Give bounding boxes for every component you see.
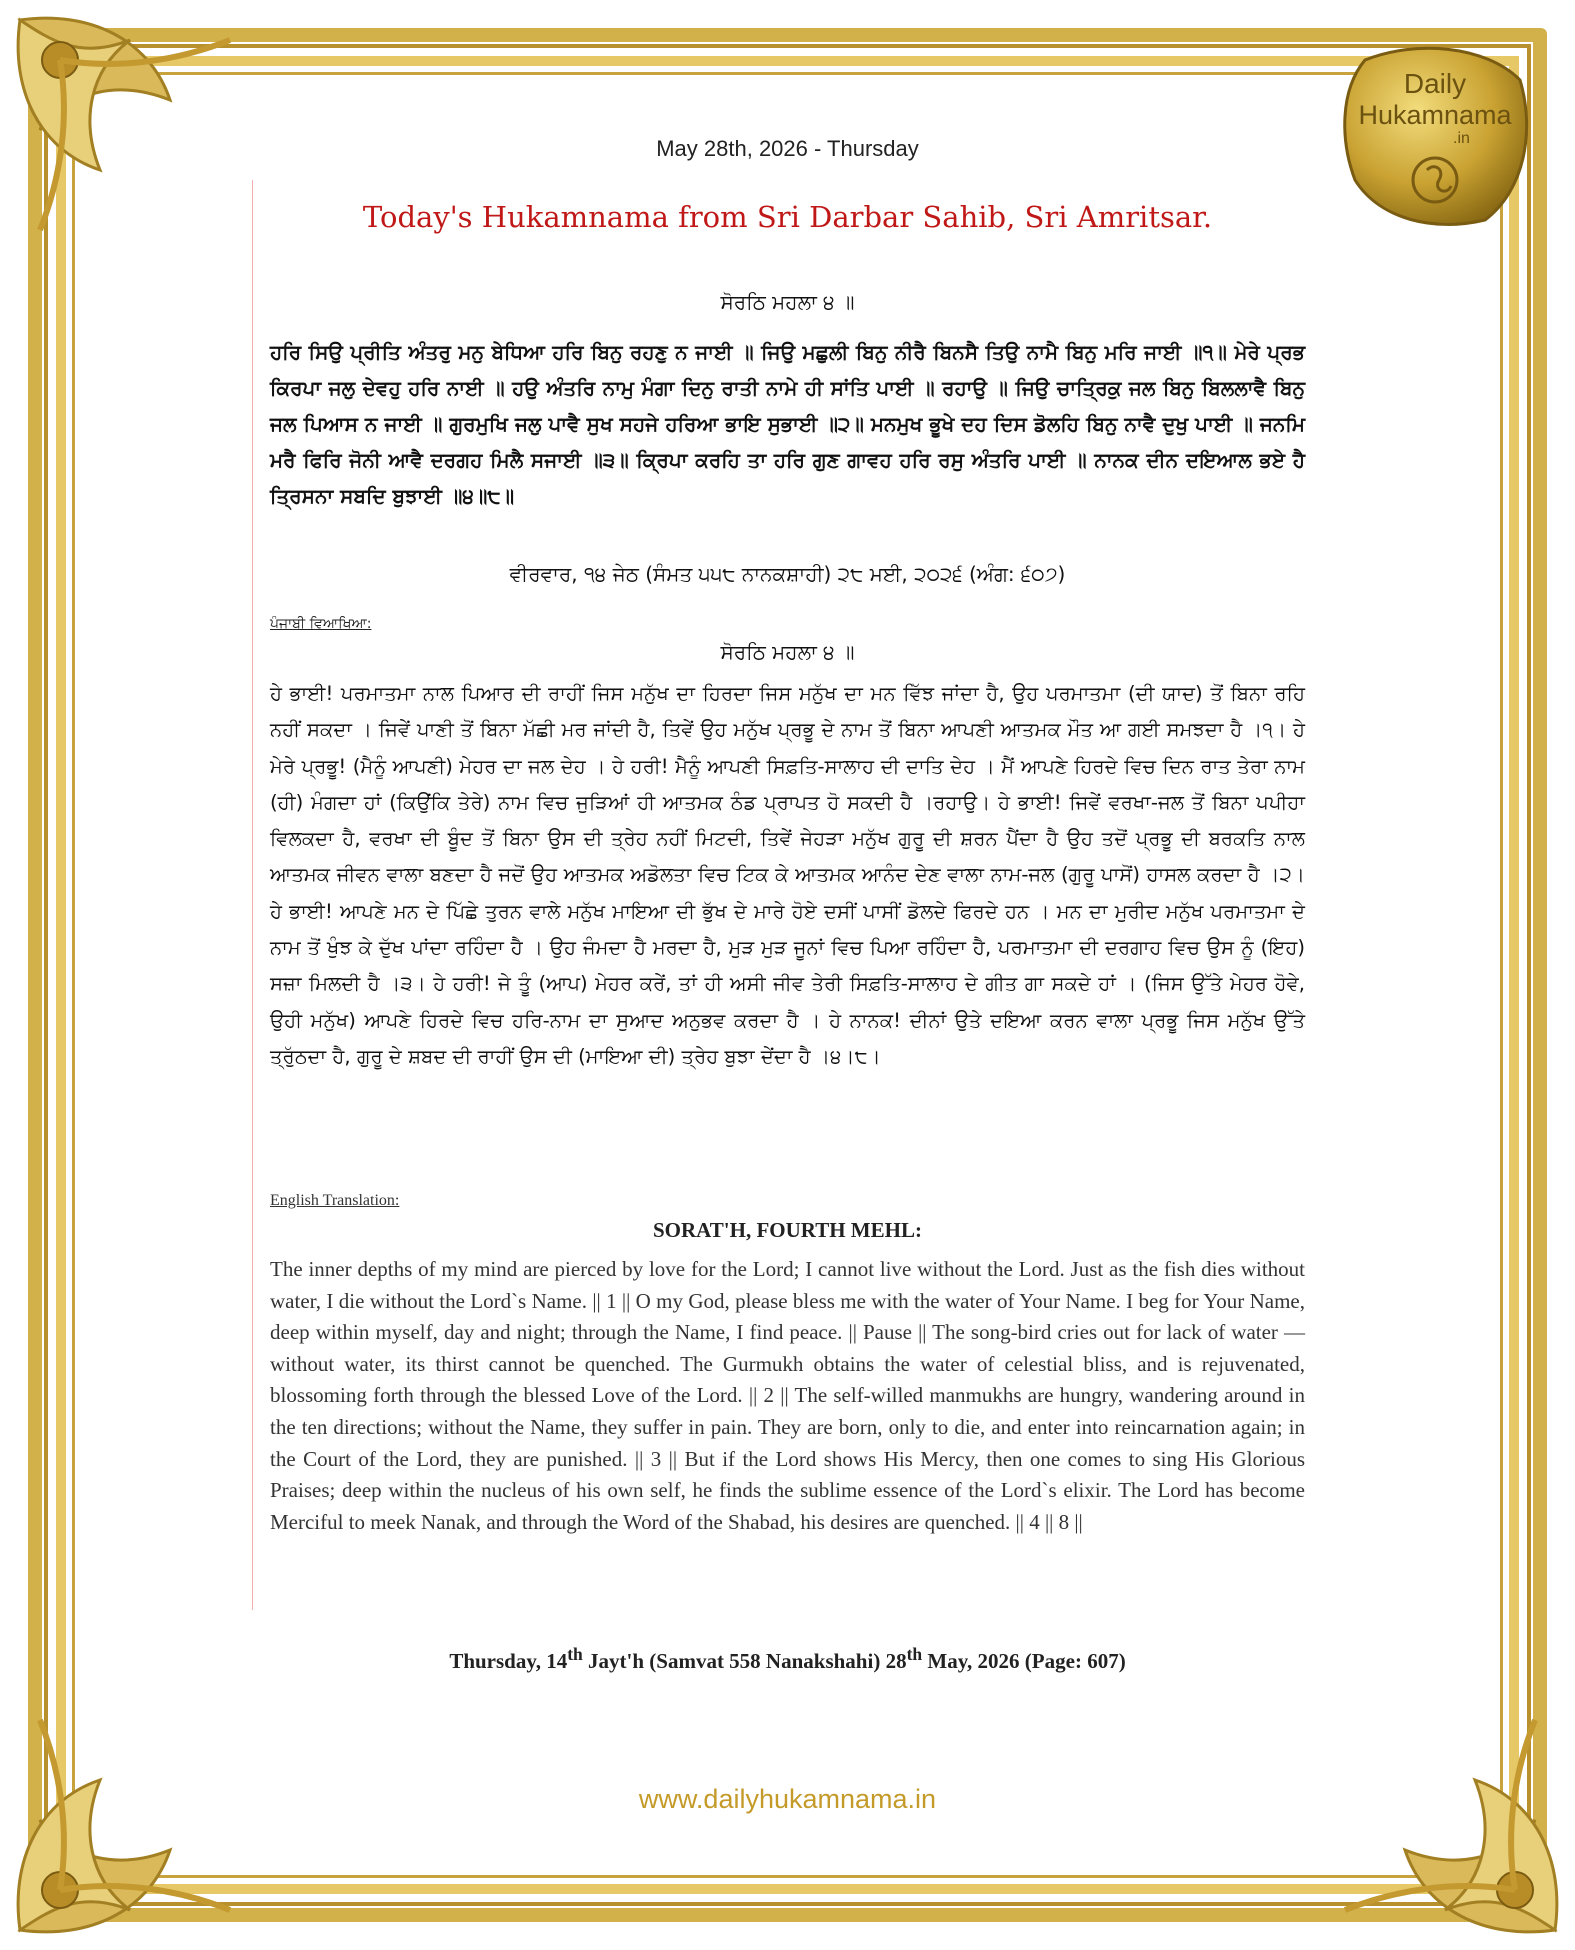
logo-text-hukamnama: Hukamnama — [1358, 100, 1512, 130]
shabad-heading: ਸੋਰਠਿ ਮਹਲਾ ੪ ॥ — [720, 290, 855, 314]
page-title: Today's Hukamnama from Sri Darbar Sahib, Sri Amritsar. — [362, 200, 1213, 234]
date-line: May 28th, 2026 - Thursday — [656, 136, 919, 161]
english-date-part: Thursday, 14 — [449, 1649, 568, 1673]
shabad-text: ਹਰਿ ਸਿਉ ਪ੍ਰੀਤਿ ਅੰਤਰੁ ਮਨੁ ਬੇਧਿਆ ਹਰਿ ਬਿਨੁ ਰਹਣੁ ਨ ਜਾਈ ॥ ਜਿਉ ਮਛੁਲੀ ਬਿਨੁ ਨੀਰੈ ਬਿਨਸੈ ਤਿਉ ਨਾਮੈ ਬਿਨੁ ਮਰਿ ਜਾਈ ॥੧॥ ਮੇਰੇ ਪ੍ਰਭ ਕਿਰਪਾ ਜਲੁ ਦੇਵਹੁ ਹਰਿ ਨਾਈ ॥ ਹਉ ਅੰਤਰਿ ਨਾਮੁ ਮੰਗਾ ਦਿਨੁ ਰਾਤੀ ਨਾਮੇ ਹੀ ਸਾਂਤਿ ਪਾਈ ॥ ਰਹਾਉ ॥ ਜਿਉ ਚਾਤ੍ਰਿਕੁ ਜਲ ਬਿਨੁ ਬਿਲਲਾਵੈ ਬਿਨੁ ਜਲ ਪਿਆਸ ਨ ਜਾਈ ॥ ਗੁਰਮੁਖਿ ਜਲੁ ਪਾਵੈ ਸੁਖ ਸਹਜੇ ਹਰਿਆ ਭਾਇ ਸੁਭਾਈ ॥੨॥ ਮਨਮੁਖ ਭੂਖੇ ਦਹ ਦਿਸ ਡੋਲਹਿ ਬਿਨੁ ਨਾਵੈ ਦੁਖੁ ਪਾਈ ॥ ਜਨਮਿ ਮਰੈ ਫਿਰਿ ਜੋਨੀ ਆਵੈ ਦਰਗਹ ਮਿਲੈ ਸਜਾਈ ॥੩॥ ਕ੍ਰਿਪਾ ਕਰਹਿ ਤਾ ਹਰਿ ਗੁਣ ਗਾਵਹ ਹਰਿ ਰਸੁ ਅੰਤਰਿ ਪਾਈ ॥ ਨਾਨਕ ਦੀਨ ਦਇਆਲ ਭਏ ਹੈ ਤ੍ਰਿਸਨਾ ਸਬਦਿ ਬੁਝਾਈ ॥੪॥੮॥ — [270, 340, 1305, 508]
english-date-part: May, 2026 (Page: 607) — [922, 1649, 1126, 1673]
english-heading: SORAT'H, FOURTH MEHL: — [653, 1218, 922, 1242]
corner-ornament-icon — [0, 1710, 240, 1950]
english-translation: The inner depths of my mind are pierced by love for the Lord; I cannot live without the Lord. Just as the fish dies without water, I die without the Lord`s Name. || 1 || O my God, please bless me with the water of Your Name. I beg for Your Name, deep within myself, day and night; through the Name, I find peace. || Pause || The song-bird cries out for lack of water — without water, its thirst cannot be quenched. The Gurmukh obtains the water of celestial bliss, and is rejuvenated, blossoming forth through the blessed Love of the Lord. || 2 || The self-willed manmukhs are hungry, wandering around in the ten directions; without the Name, they suffer in pain. They are born, only to die, and enter into reincarnation again; in the Court of the Lord, they are punished. || 3 || But if the Lord shows His Mercy, then one comes to sing His Glorious Praises; deep within the nucleus of his own self, he finds the sublime essence of the Lord`s elixir. The Lord has become Merciful to meek Nanak, and through the Word of the Shabad, his desires are quenched. || 4 || 8 || — [270, 1257, 1305, 1534]
english-date-sup: th — [906, 1644, 923, 1664]
corner-ornament-icon — [1335, 1710, 1575, 1950]
shabad-date: ਵੀਰਵਾਰ, ੧੪ ਜੇਠ (ਸੰਮਤ ੫੫੮ ਨਾਨਕਸ਼ਾਹੀ) ੨੮ ਮਈ, ੨੦੨੬ (ਅੰਗ: ੬੦੭) — [509, 562, 1066, 586]
punjabi-section-label: ਪੰਜਾਬੀ ਵਿਆਖਿਆ: — [270, 616, 372, 632]
english-date-part: Jayt'h (Samvat 558 Nanakshahi) 28 — [582, 1649, 907, 1673]
english-date-line — [270, 1644, 1305, 1674]
corner-ornament-icon — [0, 0, 240, 240]
daily-hukamnama-logo — [1335, 40, 1535, 230]
logo-text-daily: Daily — [1403, 68, 1467, 99]
english-section-label: English Translation: — [270, 1192, 400, 1209]
logo-text-domain: .in — [1453, 130, 1470, 147]
english-date-sup: th — [567, 1644, 583, 1664]
punjabi-heading: ਸੋਰਠਿ ਮਹਲਾ ੪ ॥ — [720, 640, 855, 664]
website-link[interactable]: www.dailyhukamnama.in — [638, 1784, 937, 1814]
punjabi-explanation: ਹੇ ਭਾਈ! ਪਰਮਾਤਮਾ ਨਾਲ ਪਿਆਰ ਦੀ ਰਾਹੀਂ ਜਿਸ ਮਨੁੱਖ ਦਾ ਹਿਰਦਾ ਜਿਸ ਮਨੁੱਖ ਦਾ ਮਨ ਵਿੱਝ ਜਾਂਦਾ ਹੈ, ਉਹ ਪਰਮਾਤਮਾ (ਦੀ ਯਾਦ) ਤੋਂ ਬਿਨਾ ਰਹਿ ਨਹੀਂ ਸਕਦਾ । ਜਿਵੇਂ ਪਾਣੀ ਤੋਂ ਬਿਨਾ ਮੱਛੀ ਮਰ ਜਾਂਦੀ ਹੈ, ਤਿਵੇਂ ਉਹ ਮਨੁੱਖ ਪ੍ਰਭੂ ਦੇ ਨਾਮ ਤੋਂ ਬਿਨਾ ਆਪਣੀ ਆਤਮਕ ਮੌਤ ਆ ਗਈ ਸਮਝਦਾ ਹੈ ।੧। ਹੇ ਮੇਰੇ ਪ੍ਰਭੂ! (ਮੈਨੂੰ ਆਪਣੀ) ਮੇਹਰ ਦਾ ਜਲ ਦੇਹ । ਹੇ ਹਰੀ! ਮੈਨੂੰ ਆਪਣੀ ਸਿਫ਼ਤਿ-ਸਾਲਾਹ ਦੀ ਦਾਤਿ ਦੇਹ । ਮੈਂ ਆਪਣੇ ਹਿਰਦੇ ਵਿਚ ਦਿਨ ਰਾਤ ਤੇਰਾ ਨਾਮ (ਹੀ) ਮੰਗਦਾ ਹਾਂ (ਕਿਉਂਕਿ ਤੇਰੇ) ਨਾਮ ਵਿਚ ਜੁੜਿਆਂ ਹੀ ਆਤਮਕ ਠੰਡ ਪ੍ਰਾਪਤ ਹੋ ਸਕਦੀ ਹੈ ।ਰਹਾਉ। ਹੇ ਭਾਈ! ਜਿਵੇਂ ਵਰਖਾ-ਜਲ ਤੋਂ ਬਿਨਾ ਪਪੀਹਾ ਵਿਲਕਦਾ ਹੈ, ਵਰਖਾ ਦੀ ਬੂੰਦ ਤੋਂ ਬਿਨਾ ਉਸ ਦੀ ਤ੍ਰੇਹ ਨਹੀਂ ਮਿਟਦੀ, ਤਿਵੇਂ ਜੇਹੜਾ ਮਨੁੱਖ ਗੁਰੂ ਦੀ ਸ਼ਰਨ ਪੈਂਦਾ ਹੈ ਉਹ ਤਦੋਂ ਪ੍ਰਭੂ ਦੀ ਬਰਕਤਿ ਨਾਲ ਆਤਮਕ ਜੀਵਨ ਵਾਲਾ ਬਣਦਾ ਹੈ ਜਦੋਂ ਉਹ ਆਤਮਕ ਅਡੋਲਤਾ ਵਿਚ ਟਿਕ ਕੇ ਆਤਮਕ ਆਨੰਦ ਦੇਣ ਵਾਲਾ ਨਾਮ-ਜਲ (ਗੁਰੂ ਪਾਸੋਂ) ਹਾਸਲ ਕਰਦਾ ਹੈ ।੨। ਹੇ ਭਾਈ! ਆਪਣੇ ਮਨ ਦੇ ਪਿੱਛੇ ਤੁਰਨ ਵਾਲੇ ਮਨੁੱਖ ਮਾਇਆ ਦੀ ਭੁੱਖ ਦੇ ਮਾਰੇ ਹੋਏ ਦਸੀਂ ਪਾਸੀਂ ਡੋਲਦੇ ਫਿਰਦੇ ਹਨ । ਮਨ ਦਾ ਮੁਰੀਦ ਮਨੁੱਖ ਪਰਮਾਤਮਾ ਦੇ ਨਾਮ ਤੋਂ ਖੁੰਝ ਕੇ ਦੁੱਖ ਪਾਂਦਾ ਰਹਿੰਦਾ ਹੈ । ਉਹ ਜੰਮਦਾ ਹੈ ਮਰਦਾ ਹੈ, ਮੁੜ ਮੁੜ ਜੂਨਾਂ ਵਿਚ ਪਿਆ ਰਹਿੰਦਾ ਹੈ, ਪਰਮਾਤਮਾ ਦੀ ਦਰਗਾਹ ਵਿਚ ਉਸ ਨੂੰ (ਇਹ) ਸਜ਼ਾ ਮਿਲਦੀ ਹੈ ।੩। ਹੇ ਹਰੀ! ਜੇ ਤੂੰ (ਆਪ) ਮੇਹਰ ਕਰੇਂ, ਤਾਂ ਹੀ ਅਸੀ ਜੀਵ ਤੇਰੀ ਸਿਫ਼ਤਿ-ਸਾਲਾਹ ਦੇ ਗੀਤ ਗਾ ਸਕਦੇ ਹਾਂ । (ਜਿਸ ਉੱਤੇ ਮੇਹਰ ਹੋਵੇ, ਉਹੀ ਮਨੁੱਖ) ਆਪਣੇ ਹਿਰਦੇ ਵਿਚ ਹਰਿ-ਨਾਮ ਦਾ ਸੁਆਦ ਅਨੁਭਵ ਕਰਦਾ ਹੈ । ਹੇ ਨਾਨਕ! ਦੀਨਾਂ ਉਤੇ ਦਇਆ ਕਰਨ ਵਾਲਾ ਪ੍ਰਭੂ ਜਿਸ ਮਨੁੱਖ ਉੱਤੇ ਤ੍ਰੁੱਠਦਾ ਹੈ, ਗੁਰੂ ਦੇ ਸ਼ਬਦ ਦੀ ਰਾਹੀਂ ਉਸ ਦੀ (ਮਾਇਆ ਦੀ) ਤ੍ਰੇਹ ਬੁਝਾ ਦੇਂਦਾ ਹੈ ।੪।੮। — [270, 682, 1305, 1068]
margin-line — [252, 180, 253, 1610]
